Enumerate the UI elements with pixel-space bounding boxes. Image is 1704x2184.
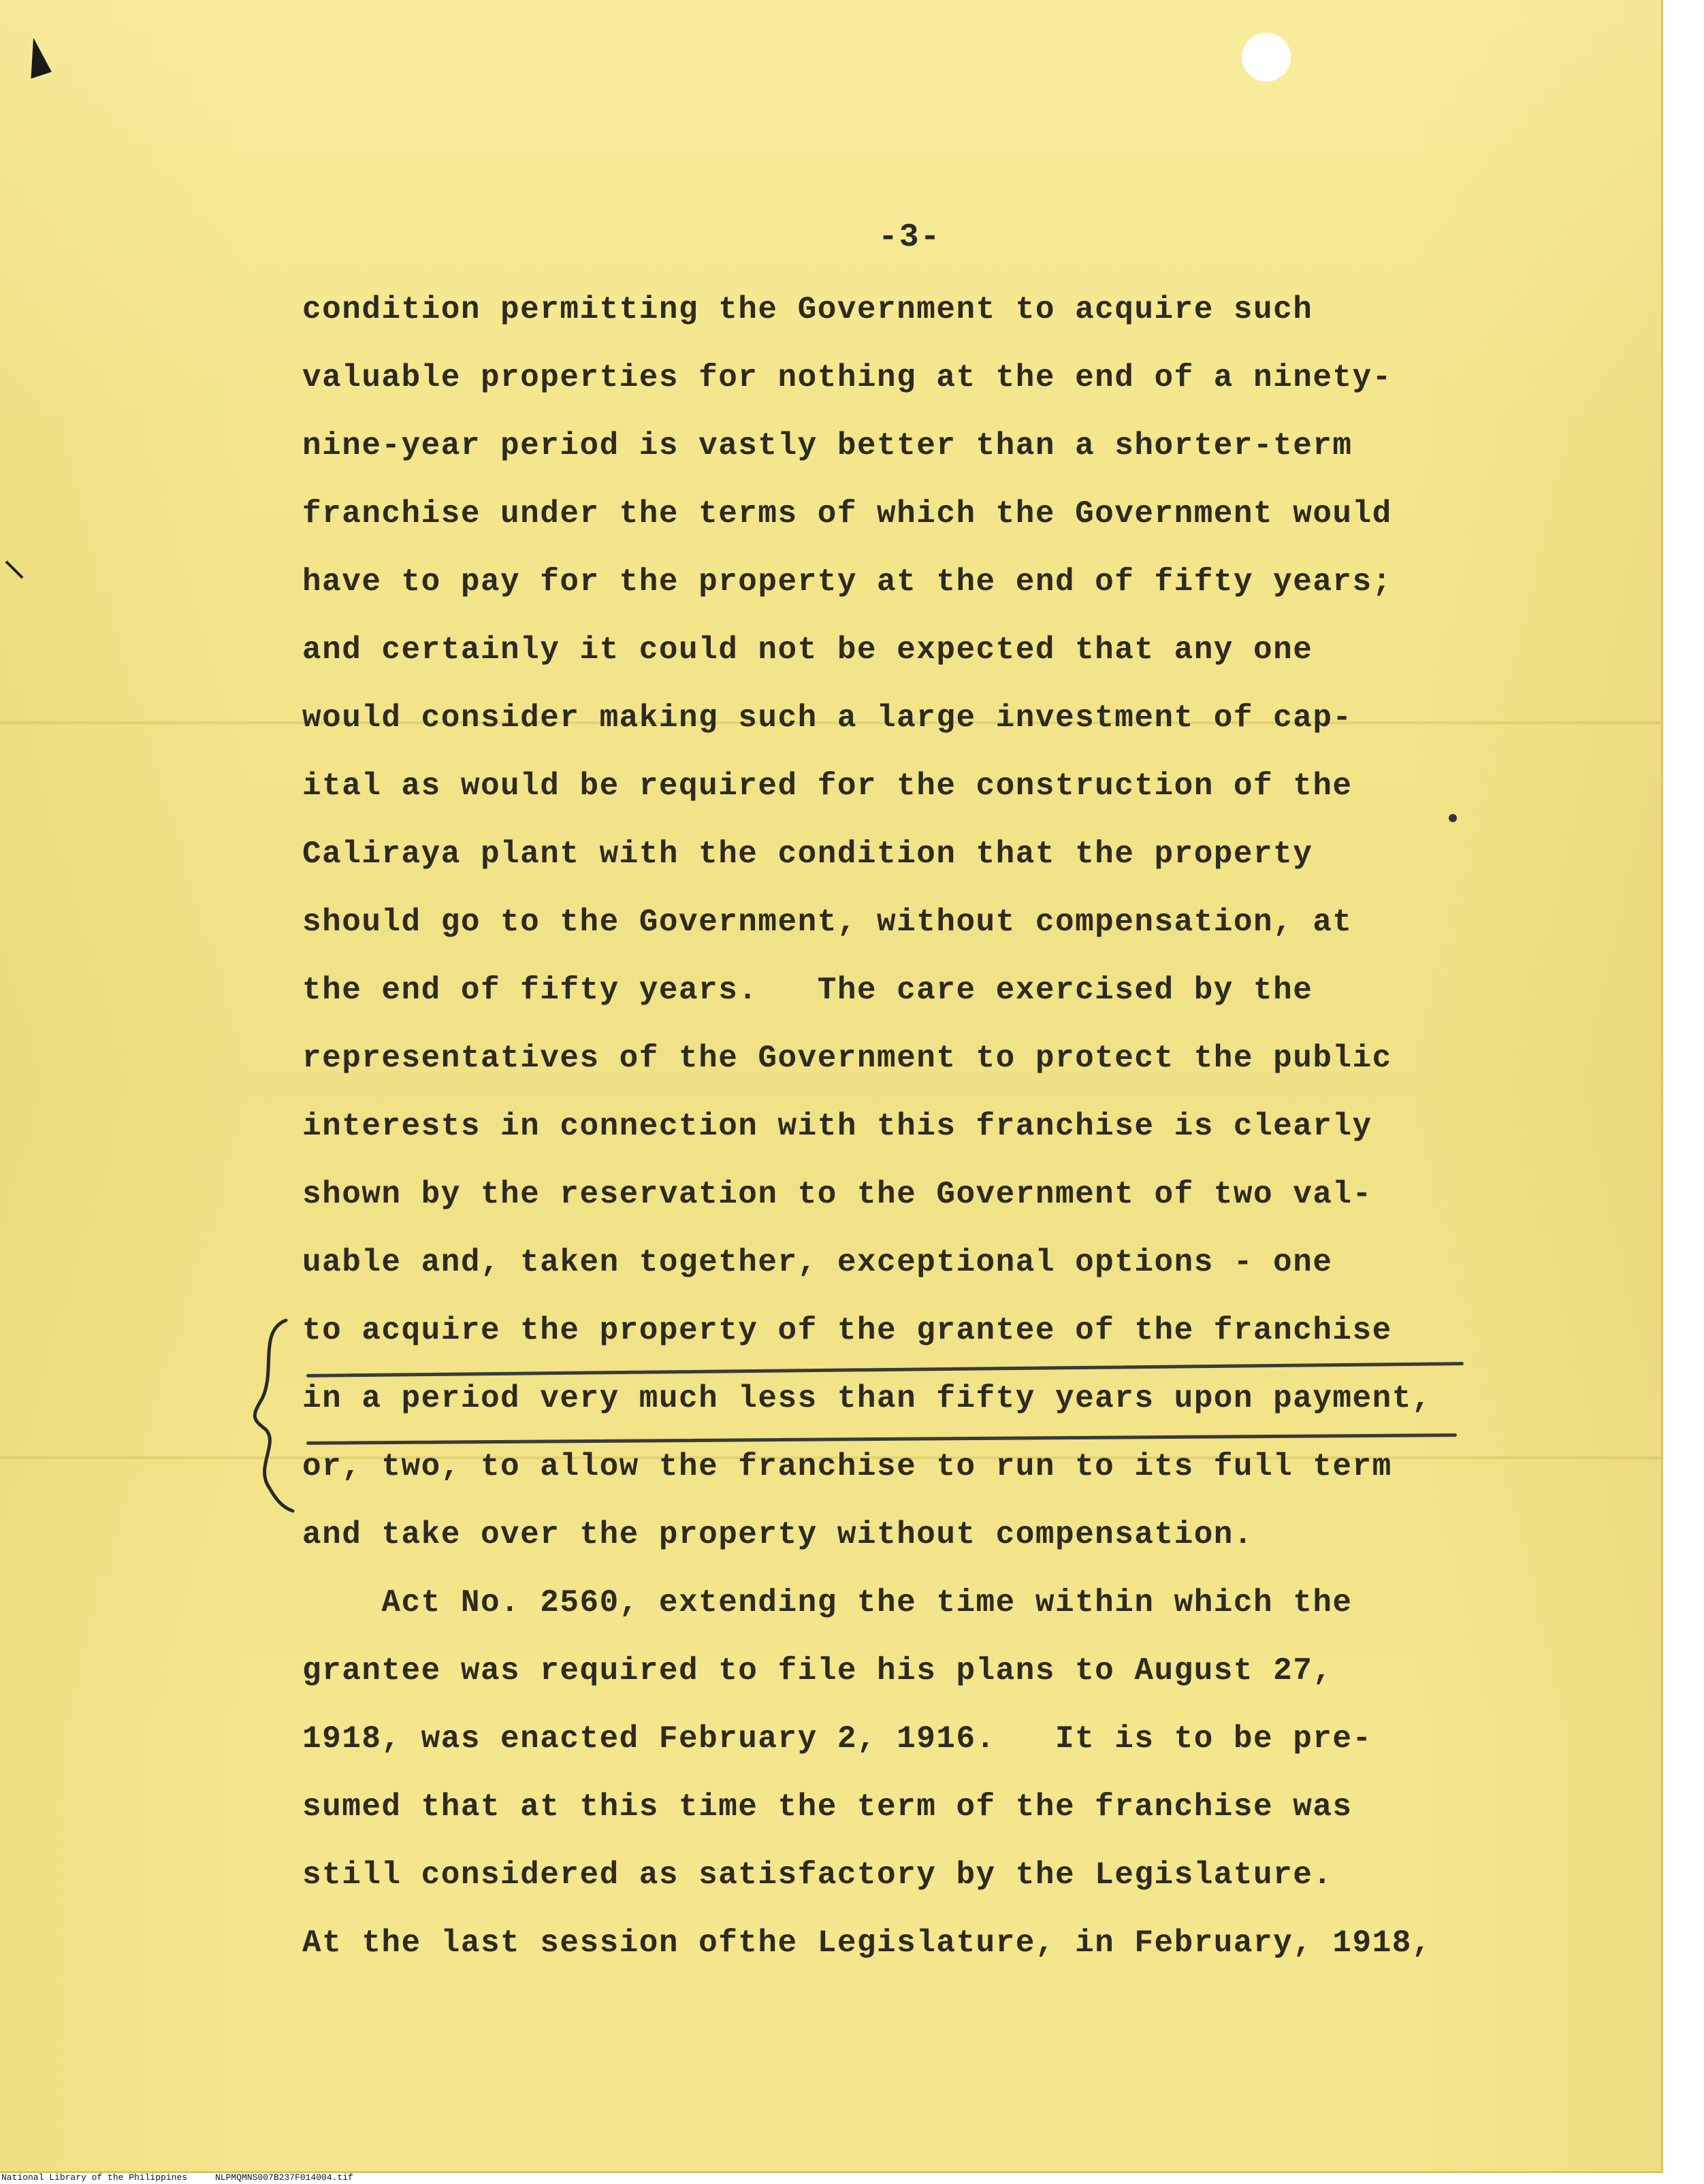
- text-line: condition permitting the Government to acquire such: [302, 292, 1313, 327]
- text-line: and certainly it could not be expected that any one: [302, 632, 1313, 668]
- text-line: Act No. 2560, extending the time within which the: [302, 1585, 1353, 1620]
- text-line-underlined: in a period very much less than fifty years upon payment,: [302, 1381, 1432, 1416]
- text-line: uable and, taken together, exceptional options - one: [302, 1245, 1333, 1280]
- text-line: ital as would be required for the construction of the: [302, 768, 1353, 804]
- footer-library: National Library of the Philippines: [1, 2172, 188, 2183]
- text-line: have to pay for the property at the end of fifty years;: [302, 564, 1392, 600]
- text-line: still considered as satisfactory by the Legislature.: [302, 1857, 1333, 1893]
- body-text: [302, 276, 1528, 1977]
- text-line: the end of fifty years. The care exercised by the: [302, 973, 1313, 1008]
- handwritten-bracket: [245, 1317, 300, 1514]
- text-line: nine-year period is vastly better than a shorter-term: [302, 428, 1353, 463]
- text-line: should go to the Government, without compensation, at: [302, 904, 1353, 940]
- page-number: -3-: [878, 219, 942, 256]
- text-line-underlined: to acquire the property of the grantee of the franchise: [302, 1313, 1392, 1348]
- text-line: interests in connection with this franchise is clearly: [302, 1109, 1372, 1144]
- text-line: sumed that at this time the term of the franchise was: [302, 1789, 1353, 1825]
- text-line: representatives of the Government to protect the public: [302, 1041, 1392, 1076]
- text-line: grantee was required to file his plans to August 27,: [302, 1653, 1333, 1689]
- text-line: Caliraya plant with the condition that the property: [302, 836, 1313, 872]
- text-line: shown by the reservation to the Government of two val-: [302, 1177, 1372, 1212]
- text-line: or, two, to allow the franchise to run to its full term: [302, 1449, 1392, 1484]
- text-line: At the last session ofthe Legislature, in February, 1918,: [302, 1925, 1432, 1961]
- text-line: 1918, was enacted February 2, 1916. It is to be pre-: [302, 1721, 1372, 1757]
- text-line: would consider making such a large investment of cap-: [302, 700, 1353, 736]
- footer-filename: NLPMQMNS007B237F014004.tif: [215, 2172, 353, 2183]
- text-line: and take over the property without compensation.: [302, 1517, 1254, 1552]
- text-line: franchise under the terms of which the Government would: [302, 496, 1392, 532]
- punch-hole: [1242, 33, 1291, 82]
- text-line: valuable properties for nothing at the end of a ninety-: [302, 360, 1392, 395]
- footer: [0, 2172, 1704, 2184]
